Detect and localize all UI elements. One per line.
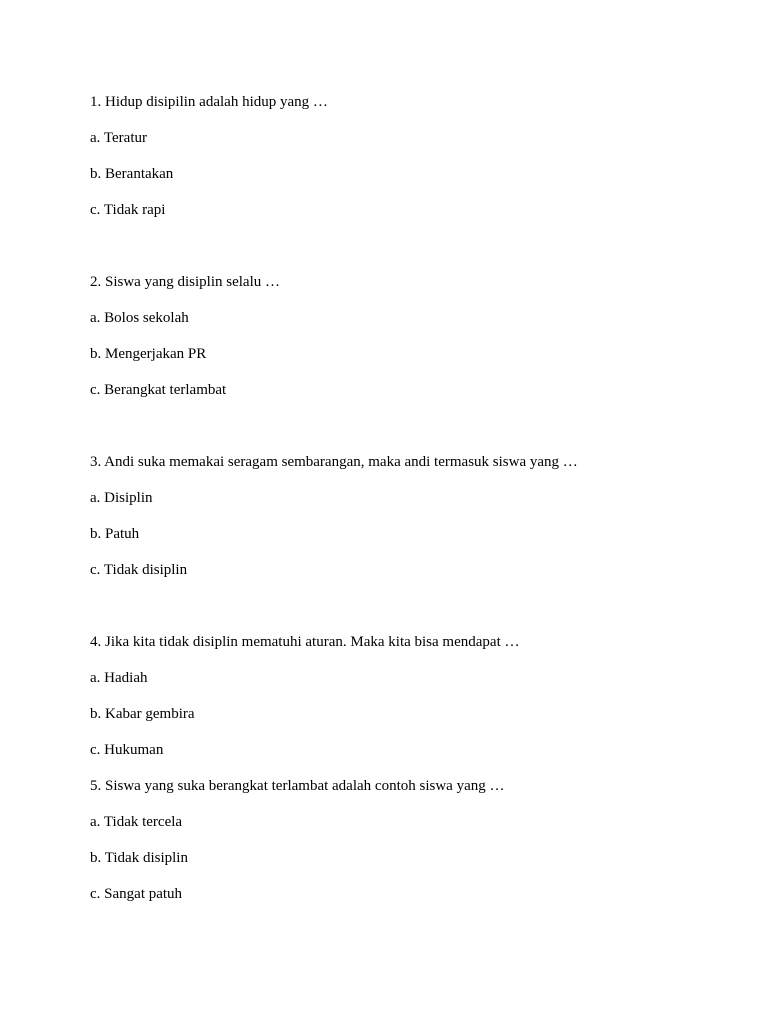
answer-option: a. Tidak tercela: [90, 814, 183, 830]
answer-option: b. Patuh: [90, 526, 140, 542]
question-prompt: 3. Andi suka memakai seragam sembarangan, maka andi termasuk siswa yang …: [90, 454, 578, 470]
answer-option: c. Hukuman: [90, 742, 164, 758]
answer-option: c. Tidak rapi: [90, 202, 166, 218]
answer-option: b. Kabar gembira: [90, 706, 195, 722]
answer-option: b. Mengerjakan PR: [90, 346, 207, 362]
answer-option: b. Berantakan: [90, 166, 174, 182]
question-4: [90, 633, 710, 759]
answer-option: c. Sangat patuh: [90, 886, 183, 902]
question-3: [90, 453, 710, 579]
question-prompt: 4. Jika kita tidak disiplin mematuhi aturan. Maka kita bisa mendapat …: [90, 634, 520, 650]
spacer: [90, 597, 710, 633]
question-2: [90, 273, 710, 399]
question-prompt: 1. Hidup disipilin adalah hidup yang …: [90, 94, 328, 110]
spacer: [90, 417, 710, 453]
answer-option: c. Berangkat terlambat: [90, 382, 227, 398]
answer-option: a. Disiplin: [90, 490, 153, 506]
answer-option: b. Tidak disiplin: [90, 850, 188, 866]
question-prompt: 5. Siswa yang suka berangkat terlambat adalah contoh siswa yang …: [90, 778, 505, 794]
answer-option: a. Teratur: [90, 130, 147, 146]
answer-option: a. Hadiah: [90, 670, 148, 686]
question-prompt: 2. Siswa yang disiplin selalu …: [90, 274, 280, 290]
spacer: [90, 237, 710, 273]
question-1: [90, 93, 710, 219]
question-5: [90, 777, 710, 903]
answer-option: c. Tidak disiplin: [90, 562, 188, 578]
document-page: [90, 93, 710, 921]
answer-option: a. Bolos sekolah: [90, 310, 189, 326]
